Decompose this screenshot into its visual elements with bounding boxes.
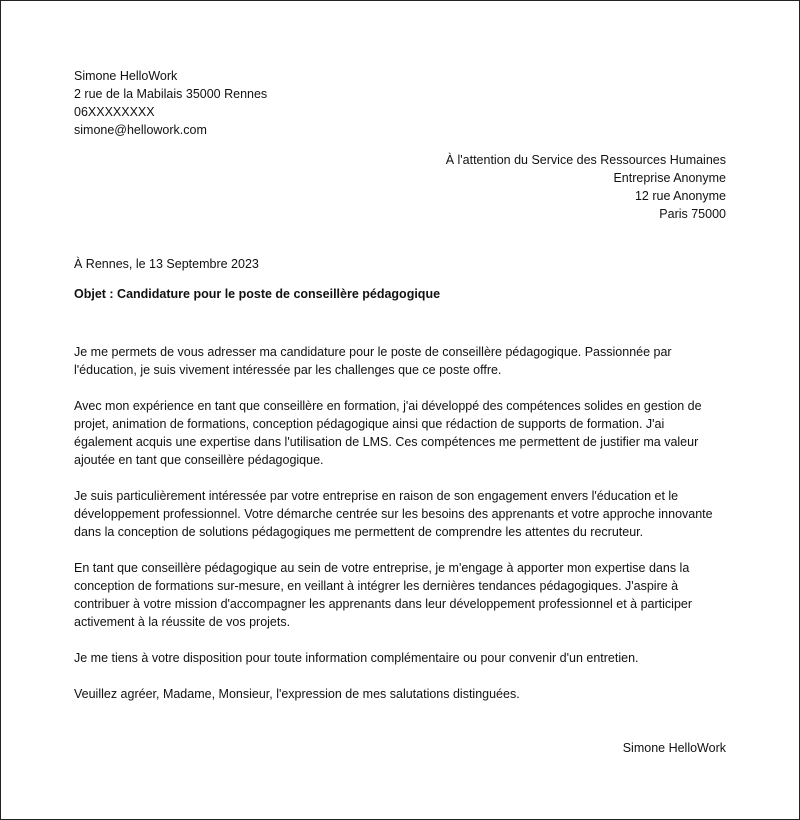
- body-line: Veuillez agréer, Madame, Monsieur, l'expression de mes salutations distinguées.: [74, 687, 520, 701]
- sender-email: simone@hellowork.com: [74, 123, 207, 137]
- body-paragraph: [74, 649, 726, 667]
- recipient-block: [74, 151, 726, 223]
- body-line: Je me tiens à votre disposition pour toute information complémentaire ou pour convenir d'un entretien.: [74, 651, 639, 665]
- date-line: À Rennes, le 13 Septembre 2023: [74, 257, 259, 271]
- body-line: activement à la réussite de vos projets.: [74, 615, 291, 629]
- body-line: dans la conception de solutions pédagogiques me permettent de comprendre les attentes du recruteur.: [74, 525, 644, 539]
- body-line: également acquis une expertise dans l'utilisation de LMS. Ces compétences me permettent de justifier ma valeur: [74, 435, 699, 449]
- body-line: développement professionnel. Votre démarche centrée sur les besoins des apprenants et votre approche innovante: [74, 507, 713, 521]
- body-paragraph: [74, 343, 726, 379]
- body-paragraph: [74, 397, 726, 469]
- body-paragraph: [74, 559, 726, 631]
- body-line: ajoutée en tant que conseillère pédagogique.: [74, 453, 324, 467]
- sender-name: Simone HelloWork: [74, 69, 178, 83]
- letter-body: [74, 343, 726, 721]
- subject-line: Objet : Candidature pour le poste de conseillère pédagogique: [74, 287, 441, 301]
- body-line: conception de formations sur-mesure, en veillant à intégrer les dernières tendances pédagogiques. J'aspire à: [74, 579, 679, 593]
- sender-address: 2 rue de la Mabilais 35000 Rennes: [74, 87, 268, 101]
- body-line: En tant que conseillère pédagogique au sein de votre entreprise, je m'engage à apporter mon expertise dans la: [74, 561, 690, 575]
- recipient-company: Entreprise Anonyme: [613, 171, 726, 185]
- sender-phone: 06XXXXXXXX: [74, 105, 155, 119]
- body-paragraph: [74, 685, 726, 703]
- body-line: projet, animation de formations, conception pédagogique ainsi que rédaction de supports de formation. J'ai: [74, 417, 665, 431]
- recipient-attention: À l'attention du Service des Ressources Humaines: [445, 153, 726, 167]
- body-line: Je suis particulièrement intéressée par votre entreprise en raison de son engagement envers l'éducation et le: [74, 489, 679, 503]
- body-line: l'éducation, je suis vivement intéressée par les challenges que ce poste offre.: [74, 363, 502, 377]
- recipient-city: Paris 75000: [659, 207, 726, 221]
- recipient-street: 12 rue Anonyme: [634, 189, 726, 203]
- body-paragraph: [74, 487, 726, 541]
- signature: Simone HelloWork: [622, 741, 726, 755]
- body-line: contribuer à votre mission d'accompagner les apprenants dans leur développement professionnel et à participer: [74, 597, 693, 611]
- body-line: Avec mon expérience en tant que conseillère en formation, j'ai développé des compétences solides en gestion de: [74, 399, 702, 413]
- sender-block: [74, 67, 726, 139]
- body-line: Je me permets de vous adresser ma candidature pour le poste de conseillère pédagogique. Passionnée par: [74, 345, 672, 359]
